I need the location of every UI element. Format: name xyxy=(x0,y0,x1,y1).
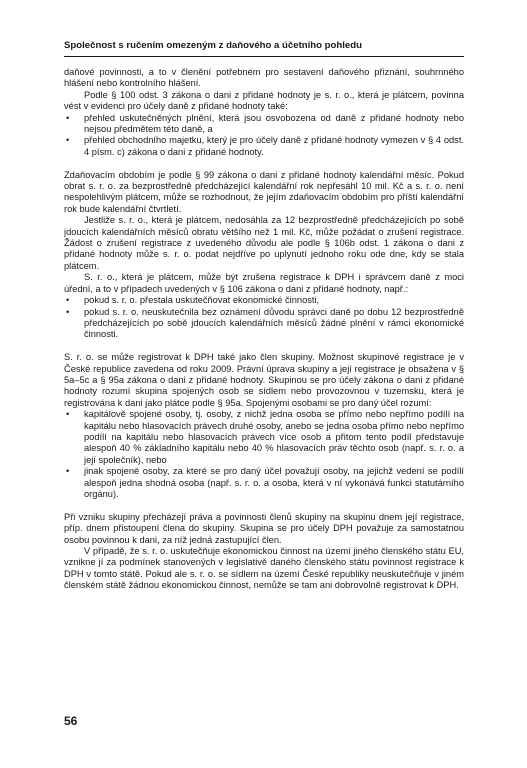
paragraph: S. r. o. se může registrovat k DPH také jako člen skupiny. Možnost skupinové registrace je v České republice zavedena od roku 2009. Právní úprava skupiny a její registrace je obsažena v § 5a–5c a § 95a zákona o dani z přidané hodnoty. Skupinou se pro účely zákona o dani z přidané hodnoty rozumí skupina spojených osob se sídlem nebo provozovnou v tuzemsku, která je registrována k dani jako plátce podle § 95a. Spojenými osobami se pro daný účel rozumí: xyxy=(64,352,464,408)
bullet-item: • kapitálově spojené osoby, tj. osoby, z nichž jedna osoba se přímo nebo nepřímo podílí na kapitálu nebo hlasovacích právech druhé osoby, anebo se jedna osoba přímo nebo nepřímo podílí na kapitálu nebo hlasovacích právech více osob a přitom tento podíl představuje alespoň 40 % základního kapitálu nebo 40 % hlasovacích práv těchto osob (např. s. r. o. a její společník), nebo xyxy=(64,409,464,466)
paragraph: Podle § 100 odst. 3 zákona o dani z přidané hodnoty je s. r. o., která je plátcem, povinna vést v evidenci pro účely daně z přidané hodnoty také: xyxy=(64,89,464,112)
bullet-list xyxy=(64,295,464,341)
running-header: Společnost s ručením omezeným z daňového a účetního pohledu xyxy=(64,40,362,51)
paragraph: daňové povinnosti, a to v členění potřebném pro sestavení daňového přiznání, souhrnného hlášení nebo kontrolního hlášení. xyxy=(64,67,464,89)
bullet-item: • pokud s. r. o. neuskutečnila bez oznámení důvodu správci daně po dobu 12 bezprostředně předcházejících po sobě jdoucích kalendářních měsíců žádné plnění v rámci ekonomické činnosti. xyxy=(64,307,464,341)
bullet-list xyxy=(64,409,464,500)
bullet-item: • pokud s. r. o. přestala uskutečňovat ekonomické činnosti, xyxy=(64,295,464,306)
paragraph: S. r. o., která je plátcem, může být zrušena registrace k DPH i správcem daně z moci úřední, a to v případech uvedených v § 106 zákona o dani z přidané hodnoty, např.: xyxy=(64,272,464,294)
paragraph: Jestliže s. r. o., která je plátcem, nedosáhla za 12 bezprostředně předcházejících po sobě jdoucích kalendářních měsíců obratu většího než 1 mil. Kč, může požádat o zrušení registrace. Žádost o zrušení registrace z uvedeného důvodu ale podle § 106b odst. 1 zákona o dani z přidané hodnoty může s. r. o. podat nejdříve po uplynutí jednoho roku ode dne, kdy se stala plátcem. xyxy=(64,215,464,271)
paragraph: Při vzniku skupiny přecházejí práva a povinnosti členů skupiny na skupinu dnem její registrace, příp. dnem přistoupení člena do skupiny. Skupina se pro účely DPH považuje za samostatnou osobu povinnou k dani, za níž jedná zastupující člen. xyxy=(64,511,464,545)
bullet-list xyxy=(64,113,464,159)
paragraph: Zdaňovacím obdobím je podle § 99 zákona o dani z přidané hodnoty kalendářní měsíc. Pokud obrat s. r. o. za bezprostředně předcházející kalendářní rok nepřesáhl 10 mil. Kč a s. r. o. není nespolehlivým plátcem, může se rozhodnout, že jejím zdaňovacím obdobím pro příští kalendářní rok bude kalendářní čtvrtletí. xyxy=(64,169,464,214)
header-rule xyxy=(64,56,464,57)
bullet-item: • přehled obchodního majetku, který je pro účely daně z přidané hodnoty vymezen v § 4 odst. 4 písm. c) zákona o dani z přidané hodnoty. xyxy=(64,135,464,158)
page-number: 56 xyxy=(64,714,78,728)
bullet-item: • přehled uskutečněných plnění, která jsou osvobozena od daně z přidané hodnoty nebo nejsou předmětem této daně, a xyxy=(64,113,464,136)
bullet-item: • jinak spojené osoby, za které se pro daný účel považují osoby, na jejichž vedení se podílí alespoň jedna shodná osoba (např. s. r. o. a osoba, která v ní vykonává funkci statutárního orgánu). xyxy=(64,466,464,500)
page-body xyxy=(64,67,464,592)
paragraph: V případě, že s. r. o. uskutečňuje ekonomickou činnost na území jiného členského státu EU, vznikne jí za podmínek stanovených v legislativě daného členského státu povinnost registrace k DPH v tomto státě. Pokud ale s. r. o. se sídlem na území České republiky neuskutečňuje v jiném členském státě žádnou ekonomickou činnost, nemůže se tam ani dobrovolně registrovat k DPH. xyxy=(64,546,464,591)
